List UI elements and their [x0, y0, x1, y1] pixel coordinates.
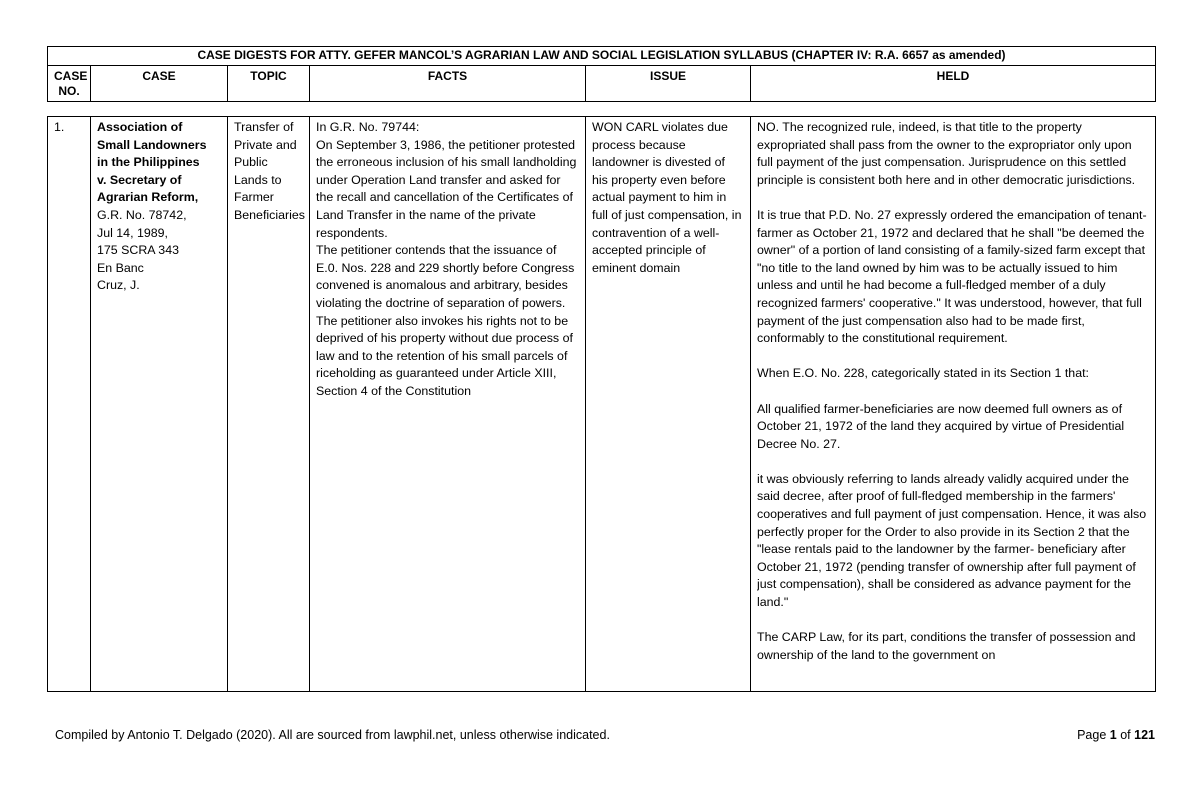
held-paragraph: All qualified farmer-beneficiaries are now deemed full owners as of October 21, 1972 of the land they acquired by virtue of Presidential Decree No. 27.: [757, 401, 1125, 451]
column-header-topic: TOPIC: [228, 66, 310, 102]
footer-page-number: [1077, 728, 1155, 742]
table-row: [48, 117, 1156, 692]
held-paragraph: The CARP Law, for its part, conditions the transfer of possession and ownership of the land to the government on: [757, 630, 1136, 662]
held-cell: [751, 117, 1156, 692]
case-table: [47, 116, 1156, 692]
held-paragraph: It is true that P.D. No. 27 expressly ordered the emancipation of tenant-farmer as October 21, 1972 and declared that he shall "be deemed the owner" of a portion of land consisting of a family-sized farm except that "no title to the land owned by him was to be actually issued to him unless and until he had become a full-fledged member of a duly recognized farmers' cooperative." It was understood, however, that full payment of the just compensation also had to be made first, conformably to the constitutional requirement.: [757, 207, 1147, 346]
case-detail-line: G.R. No. 78742,: [97, 207, 187, 222]
document-title: CASE DIGESTS FOR ATTY. GEFER MANCOL’S AGRARIAN LAW AND SOCIAL LEGISLATION SYLLABUS (CHAPTER IV: R.A. 6657 as amended): [48, 47, 1156, 66]
case-number-cell: 1.: [48, 117, 91, 692]
case-detail-line: 175 SCRA 343: [97, 243, 179, 258]
facts-cell: [310, 117, 586, 692]
held-paragraph: NO. The recognized rule, indeed, is that title to the property expropriated shall pass from the owner to the expropriator only upon full payment of the just compensation. Jurisprudence on this settled principle is consistent both here and in other democratic jurisdictions.: [757, 120, 1136, 187]
case-detail-line: En Banc: [97, 260, 144, 275]
facts-paragraph: The petitioner also invokes his rights not to be deprived of his property without due process of law and to the retention of his small parcels of riceholding as guaranteed under Article XIII, Section 4 of the Constitution: [316, 313, 573, 398]
case-detail-line: Cruz, J.: [97, 278, 140, 293]
facts-line: In G.R. No. 79744:: [316, 120, 420, 134]
column-header-facts: FACTS: [310, 66, 586, 102]
case-title-line: Small Landowners: [97, 137, 207, 152]
facts-paragraph: On September 3, 1986, the petitioner protested the erroneous inclusion of his small landholding under Operation Land transfer and asked for the recall and cancellation of the Certificates of Land Transfer in the name of the private respondents.: [316, 137, 577, 240]
case-title-line: Association of: [97, 120, 183, 134]
header-table: [47, 46, 1156, 102]
page-of: of: [1120, 728, 1131, 742]
case-cell: [91, 117, 228, 692]
case-detail-line: Jul 14, 1989,: [97, 225, 168, 240]
column-header-issue: ISSUE: [586, 66, 751, 102]
facts-paragraph: The petitioner contends that the issuance of E.0. Nos. 228 and 229 shortly before Congress convened is anomalous and arbitrary, besides violating the doctrine of separation of powers.: [316, 243, 575, 310]
held-paragraph: it was obviously referring to lands already validly acquired under the said decree, after proof of full-fledged membership in the farmers' cooperatives and full payment of just compensation. Hence, it was also perfectly proper for the Order to also provide in its Section 2 that the "lease rentals paid to the landowner by the farmer- beneficiary after October 21, 1972 (pending transfer of ownership after full payment of just compensation), shall be considered as advance payment for the land.": [757, 471, 1147, 610]
page-label: Page: [1077, 728, 1107, 742]
held-content: [757, 119, 1149, 691]
page-total: 121: [1134, 728, 1155, 742]
column-header-case: CASE: [91, 66, 228, 102]
case-title-line: in the Philippines: [97, 155, 200, 170]
footer-compiled-note: Compiled by Antonio T. Delgado (2020). All are sourced from lawphil.net, unless otherwise indicated.: [55, 728, 610, 742]
column-header-held: HELD: [751, 66, 1156, 102]
held-paragraph: When E.O. No. 228, categorically stated in its Section 1 that:: [757, 366, 1089, 381]
topic-cell: Transfer of Private and Public Lands to Farmer Beneficiaries: [228, 117, 310, 692]
page-current: 1: [1109, 728, 1117, 742]
case-title-line: v. Secretary of: [97, 172, 182, 187]
issue-cell: WON CARL violates due process because landowner is divested of his property even before actual payment to him in full of just compensation, in contravention of a well-accepted principle of eminent domain: [586, 117, 751, 692]
column-header-case-no: CASE NO.: [48, 66, 91, 102]
case-title-line: Agrarian Reform,: [97, 190, 199, 205]
